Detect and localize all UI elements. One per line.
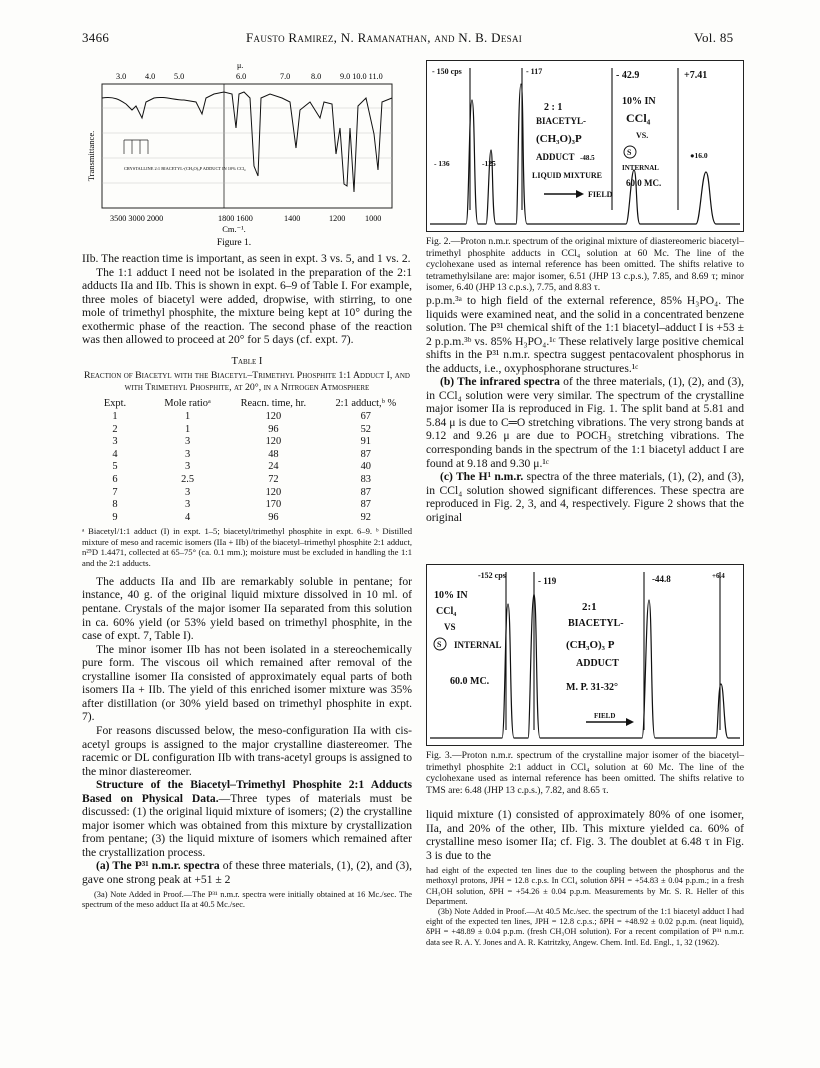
fig1-top-tick: 9.0 10.0 11.0 [340,72,383,81]
section-heading: Structure of the Biacetyl–Trimethyl Phosphite 2:1 Adducts Based on Physical Data. [82,778,412,805]
fig2-label: VS. [636,131,649,140]
table-row [82,461,412,474]
fig3-label: S [437,640,442,649]
running-head-authors: Fausto Ramirez, N. Ramanathan, and N. B. Desai [246,30,523,45]
table-row [82,499,412,512]
table-cell: 5 [112,461,118,473]
right-para-3-text: spectra of the three materials, (1), (2), and (3), in CCl₄ solution showed significant differences. These spectra are reproduced in Fig. 2, 3, and 4, respectively. Figure 2 shows that the original [426,470,744,524]
table-cell: 24 [268,461,279,473]
subsection-heading-b: (b) The infrared spectra [440,375,560,389]
fig3-label: +6.4 [712,572,725,580]
table-header-cell: 2:1 adduct,ᵇ % [335,398,397,410]
left-para-5: For reasons discussed below, the meso-configuration IIa with cis-acetyl groups is assigned to the major crystalline diastereomer. The racemic or DL configuration IIb with trans-acetyl groups is assigned to the minor diastereomer. [82,723,412,778]
table-cell: 83 [360,473,371,485]
fig1-structure-sketch [124,140,148,154]
table-cell: 120 [265,410,282,422]
table-cell: 40 [360,461,371,473]
table-caption: Reaction of Biacetyl with the Biacetyl–Trimethyl Phosphite 1:1 Adduct I, and with Trimethyl Phosphite, at 20°, in a Nitrogen Atmosphere [84,370,410,394]
table-cell: 87 [360,486,371,498]
fig1-top-axis-label: μ. [237,61,244,70]
fig2-label: ADDUCT [536,152,575,162]
fig2-label: S [627,148,632,157]
table-cell: 9 [112,511,118,523]
right-para-4: liquid mixture (1) consisted of approximately 80% of one isomer, IIa, and 20% of the other, IIb. This mixture yielded ca. 60% of crystalline meso isomer IIa; cf. Fig. 3. The doublet at 6.48 τ in Fig. 3 is due to the [426,808,744,862]
table-row [82,411,412,424]
fig1-top-tick: 3.0 [116,72,127,81]
fig1-inset-label: CRYSTALLINE 2:1 BIACETYL-(CH₃O)₃P ADDUCT IN 10% CCl₄ [124,166,246,171]
table-row [82,424,412,437]
fig2-label: - 150 cps [432,67,462,76]
left-para-3: The adducts IIa and IIb are remarkably soluble in pentane; for instance, 40 g. of the original liquid mixture dissolved in 10 ml. of pentane. Crystals of the major isomer IIa separated from this solution in ca. 60% yield (or 53% yield based on trimethyl phosphite, in the case of expt. 7, Table I). [82,574,412,643]
table-footnote: ᵃ Biacetyl/1:1 adduct (I) in expt. 1–5; biacetyl/trimethyl phosphite in expt. 6–9. ᵇ Distilled mixture of meso and racemic isomers (IIa + IIb) of the biacetyl–trimethyl phosphite 2:1 adduct, n²⁵D 1.4471, collected at 65–75° (ca. 0.1 mm.); moisture must be excluded in handling the 1:1 and the 2:1 adducts. [82,526,412,568]
fig1-unit: Cm.⁻¹. [222,224,246,234]
table-row [82,436,412,449]
table-cell: 1 [184,423,191,435]
fig2-label: -125 [482,159,496,168]
left-para-4: The minor isomer IIb has not been isolated in a stereochemically pure form. The viscous oil which remained after removal of the crystalline isomer IIa consisted of approximately equal parts of both isomers IIa + IIb. The yield of this enriched isomer mixture was 35% after distillation (or 30% yield based on trimethyl phosphite in expt. 7). [82,642,412,724]
nmr-spectrum-fig3 [426,564,744,746]
figure-3 [426,564,744,746]
table-cell: 3 [184,486,191,498]
fig1-bottom-ticks [110,214,381,223]
table-cell: 96 [268,511,279,523]
fig2-label: 60.0 MC. [626,178,662,188]
table-row [82,449,412,462]
table-cell: 67 [360,410,371,422]
fig2-label: ●16.0 [690,151,708,160]
table-cell: 3 [184,499,191,511]
table-cell: 3 [184,448,191,460]
left-para-2: The 1:1 adduct I need not be isolated in the preparation of the 2:1 adducts IIa and IIb. This is shown in expt. 6–9 of Table I. For example, three moles of biacetyl were added, dropwise, with stirring, to one mole of trimethyl phosphite, the mixture being kept at 10° during the exothermic phase of the reaction. The second phase of the reaction was then allowed to proceed at 20° for 5 days (cf. expt. 7). [82,265,412,347]
fig2-label: - 42.9 [616,70,640,81]
table-cell: 170 [265,499,282,511]
fig3-label: BIACETYL- [568,618,624,629]
fig1-bottom-tick: 3500 3000 2000 [110,214,164,223]
fig1-top-tick: 4.0 [145,72,156,81]
fig2-label: 2 : 1 [544,102,563,113]
table-cell: 48 [268,448,279,460]
table-cell: 2.5 [181,473,195,485]
right-para-1: p.p.m.³ᵃ to high field of the external reference, 85% H₃PO₄. The liquids were examined neat, and the solid in a concentrated benzene solution. The P³¹ chemical shift of the 1:1 biacetyl–adduct I is +53 ± 2 p.p.m.³ᵇ vs. 85% H₃PO₄.¹ᶜ These relatively large positive chemical shifts in the P³¹ n.m.r. spectra suggest pentacovalent phosphorus in the adducts, i.e., oxyphosphorane structures.¹ᶜ [426,294,744,375]
left-para-1: IIb. The reaction time is important, as seen in expt. 3 vs. 5, and 1 vs. 2. [82,252,411,265]
figure-2 [426,60,744,232]
table-cell: 120 [265,486,282,498]
table-row [82,487,412,500]
table-cell: 120 [265,436,282,448]
table-cell: 91 [360,436,371,448]
fig2-caption: Fig. 2.—Proton n.m.r. spectrum of the original mixture of diastereomeric biacetyl–trimethyl phosphite adducts in CCl₄ solution at 60 Mc. The line of the cyclohexane used as internal reference has been omitted. The shifts relative to tetramethylsilane are: major isomer, 6.51 (JHP 13 c.p.s.), 7.85, and 8.69 τ; minor isomer, 6.40 (JHP 13 c.p.s.), 7.75, and 8.83 τ. [426,236,744,294]
fig2-label: - 117 [526,67,543,76]
table-1 [82,398,412,524]
volume-label: Vol. 85 [694,30,734,45]
table-cell: 4 [184,511,191,523]
table-header-cell: Expt. [103,398,127,410]
fig1-bottom-tick: 1800 1600 [218,214,253,223]
fig2-label: INTERNAL [622,164,659,172]
fig1-bottom-tick: 1400 [284,214,301,223]
fig2-label: BIACETYL- [536,116,587,126]
fig2-label: 10% IN [622,96,656,107]
fig3-label: -152 cps [478,571,506,580]
fig3-label: 2:1 [582,601,597,613]
fig2-label: CCl₄ [626,111,651,125]
fig1-caption: Figure 1. [216,238,252,248]
fig3-caption: Fig. 3.—Proton n.m.r. spectrum of the crystalline major isomer of the biacetyl–trimethyl phosphite 2:1 adduct in CCl₄ solution at 60 Mc. The line of the cyclohexane used as internal reference has been omitted. The shifts relative to TMS are: 6.48 (JHP 13 c.p.s.), 7.82, and 8.65 τ. [426,750,744,796]
table-row [82,512,412,525]
table-cell: 4 [112,448,118,460]
fig3-label: VS [444,622,456,632]
footnote-3a-text: (3a) Note Added in Proof.—The P³¹ n.m.r. spectra were initially obtained at 16 Mc./sec. The spectrum of the meso adduct IIa at 40.5 Mc./sec. [82,889,412,909]
fig3-label: ADDUCT [576,658,619,669]
left-para-6-text: —Three types of materials must be discussed: (1) the original liquid mixture of isomers; (2) the crystalline major isomer which was obtained from this mixture by crystallization from pentane; (3) the liquid mixture of isomers which remained after the crystallization process. [82,791,413,859]
table-cell: 6 [112,473,118,485]
table-cell: 3 [184,461,191,473]
fig2-label: FIELD [588,190,613,199]
table-body [82,411,412,524]
table-cell: 3 [184,436,191,448]
fig2-label: -48.5 [580,154,595,162]
fig1-bottom-tick: 1200 [329,214,346,223]
fig2-label: - 136 [434,159,450,168]
fig3-label: (CH₃O)₃ P [566,639,615,651]
fig1-top-tick: 5.0 [174,72,185,81]
table-header-cell: Reacn. time, hr. [240,398,307,410]
table-cell: 1 [184,410,191,422]
table-cell: 7 [112,486,118,498]
right-column-upper [426,294,744,524]
footnote-3a [82,890,412,910]
fig3-label: - 119 [538,576,557,586]
fig3-label: CCl₄ [436,606,457,617]
table-cell: 8 [112,499,118,511]
fig3-label: 10% IN [434,590,468,601]
fig3-label: FIELD [594,712,616,720]
table-cell: 3 [112,436,118,448]
left-para-7-text: of these three materials, (1), (2), and (3), gave one strong peak at +51 ± 2 [82,859,413,886]
fig1-top-tick: 8.0 [311,72,322,81]
subsection-heading-a: (a) The P³¹ n.m.r. spectra [96,859,220,873]
right-footnotes [426,866,744,948]
fig1-ylabel: Transmittance. [86,130,96,182]
table-cell: 87 [360,499,371,511]
table-cell: 1 [112,410,118,422]
nmr-spectrum-fig2 [426,60,744,232]
table-cell: 87 [360,448,371,460]
left-para-7 [82,859,412,886]
fig1-spectrum-trace [102,92,392,192]
fig1-top-ticks [116,72,383,81]
figure-1 [84,58,404,248]
fig3-label: 60.0 MC. [450,676,490,687]
page-number: 3466 [82,30,110,45]
table-header-cell: Mole ratioᵃ [164,398,211,410]
table-cell: 2 [112,423,118,435]
table-cell: 72 [268,473,279,485]
fig3-label: M. P. 31-32° [566,682,618,693]
table-title: Table I [231,355,263,367]
fig1-grid [102,108,392,183]
table-header-row [82,398,412,411]
footnote-continued: had eight of the expected ten lines due to the coupling between the phosphorus and the methoxyl protons, JPH = 12.8 c.p.s. In CCl₄ solution δPH = +54.83 ± 0.04 p.p.m.; in a fresh CH₃OH solution, δPH = +54.26 ± 0.04 p.p.m. Measurements by Mr. S. R. Heller of this Department. [426,866,744,906]
footnote-3b: (3b) Note Added in Proof.—At 40.5 Mc./sec. the spectrum of the 1:1 biacetyl adduct I had eight of the expected ten lines, JPH = 12.8 c.p.s.; δPH = +48.92 ± 0.02 p.p.m. (neat liquid), δPH = +48.89 ± 0.04 p.p.m. (fresh CH₃OH solution). For a recent compilation of P³¹ n.m.r. data see R. A. Y. Jones and A. R. Katritzky, Angew. Chem. Intl. Ed. Engl., 1, 32 (1962). [426,907,744,947]
fig1-top-tick: 7.0 [280,72,291,81]
left-para-6 [82,778,412,859]
right-column-lower [426,808,744,948]
right-para-3 [426,470,744,524]
fig3-label: -44.8 [652,574,671,584]
fig1-bottom-tick: 1000 [365,214,382,223]
table-cell: 52 [360,423,371,435]
fig2-label: +7.41 [684,70,708,81]
fig2-label: LIQUID MIXTURE [532,171,603,180]
right-para-2-text: of the three materials, (1), (2), and (3), in CCl₄ solution were very similar. The spectrum of the crystalline major isomer IIa is reproduced in Fig. 1. The split band at 5.81 and 5.84 μ is due to C═O stretching vibrations. The very strong bands at 9.12 and 9.26 μ are due to POCH₃ stretching vibrations. The corresponding bands in the spectrum of the 1:1 biacetyl adduct I are found at 9.18 and 9.30 μ.¹ᶜ [426,375,744,470]
fig3-frame [427,565,744,746]
fig1-top-tick: 6.0 [236,72,247,81]
table-cell: 92 [360,511,371,523]
subsection-heading-c: (c) The H¹ n.m.r. [440,470,524,484]
left-column [82,252,412,910]
fig3-label: INTERNAL [454,640,502,650]
fig2-label: (CH₃O)₃P [536,133,582,145]
table-row [82,474,412,487]
right-para-2 [426,375,744,470]
ir-spectrum-plot [84,58,404,248]
table-cell: 96 [268,423,279,435]
